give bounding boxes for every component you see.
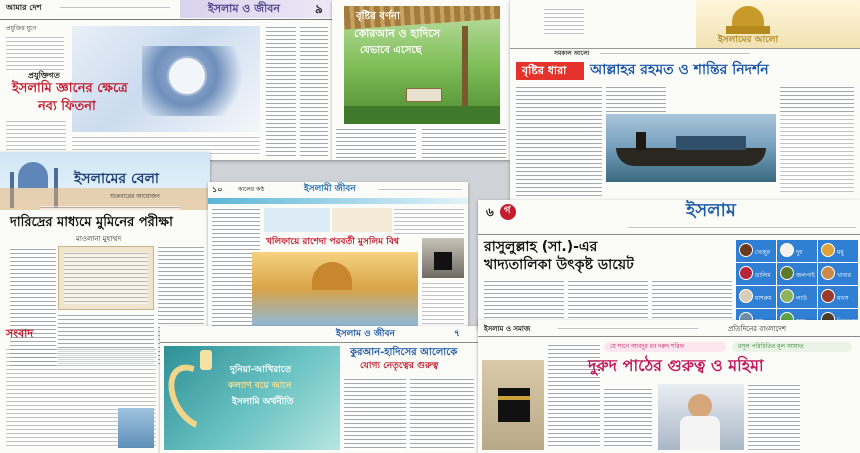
dateline: [378, 188, 462, 192]
page-number: ১০: [212, 185, 223, 194]
text-column: [422, 282, 464, 328]
text-column: [6, 120, 66, 156]
food-label: মাংস: [837, 295, 849, 302]
boat-photo: [606, 114, 776, 182]
headline-tag-text: বৃষ্টির ধারা: [522, 64, 567, 77]
food-image: [821, 289, 835, 303]
food-tile: [736, 263, 776, 285]
text-column: [780, 86, 854, 112]
banner-line-2: কল্যাণ বয়ে আনে: [228, 381, 292, 391]
food-image: [739, 266, 753, 280]
kaaba-photo: [482, 360, 544, 450]
food-label: জলপাই: [796, 272, 815, 279]
right-headline-line-2: যোগ্য নেতৃত্বের গুরুত্ব: [360, 361, 439, 371]
food-image: [739, 289, 753, 303]
text-column: [516, 86, 602, 196]
headline: দুরুদ পাঠের গুরুত্ব ও মহিমা: [588, 356, 764, 375]
food-image: [780, 266, 794, 280]
masthead: আমার দেশ: [6, 3, 42, 12]
right-headline-line-1: কুরআন-হাদিসের আলোকে: [350, 347, 458, 358]
masthead: কালের কণ্ঠ: [238, 186, 265, 193]
scholar-photo: [658, 384, 744, 450]
logo: ইসলামের বেলা: [74, 171, 159, 187]
headline-line-3: নব্য ফিতনা: [38, 99, 96, 114]
logo: ইসলাম: [686, 200, 736, 221]
dateline: [60, 6, 170, 10]
section-title: ইসলাম ও সমাজ: [484, 325, 531, 333]
dateline: [558, 327, 698, 331]
food-image: [780, 243, 794, 257]
logo: ইসলামের আলো: [718, 35, 779, 45]
page-number: ৬: [486, 205, 494, 219]
pill-label-text: যে শানে আবদুর রব দরুদ শরিফ: [610, 343, 684, 350]
social-links: [628, 226, 856, 230]
food-label: মাশরুম: [755, 295, 772, 302]
headline: আল্লাহর রহমত ও শান্তির নিদর্শন: [590, 62, 769, 78]
food-image: [739, 243, 753, 257]
city-map-image: [252, 252, 418, 326]
info-box: [332, 208, 392, 232]
newspaper-page-rain: [332, 0, 510, 160]
banner-line-3: ইসলামি অর্থনীতি: [232, 397, 294, 407]
food-image: [821, 243, 835, 257]
food-tile: [818, 286, 858, 308]
food-label: দুধ: [796, 249, 803, 256]
headline-line-1: বৃষ্টির বর্ণনা: [356, 11, 400, 22]
headline-line-1: রাসুলুল্লাহ (সা.)-এর: [484, 239, 598, 255]
newspaper-page-kaler-kantho: [208, 182, 468, 332]
dateline: [40, 206, 180, 210]
byline: মাওলানা মুহাম্মদ: [76, 235, 122, 243]
food-tile: [777, 286, 817, 308]
text-column: [422, 128, 506, 158]
text-column: [300, 26, 328, 156]
headline-line-2: খাদ্যতালিকা উৎকৃষ্ট ডায়েট: [484, 257, 634, 273]
text-column: [336, 128, 416, 158]
newspaper-page-islamer-alo: [510, 0, 860, 200]
headline-line-2: কোরআন ও হাদিসে: [354, 27, 441, 40]
kicker: প্রযুক্তির যুগে: [6, 25, 37, 32]
food-tile: [818, 263, 858, 285]
text-column: [748, 384, 800, 450]
food-tile: [736, 286, 776, 308]
masthead: প্রতিদিনের বাংলাদেশ: [728, 325, 787, 333]
food-tile: [736, 240, 776, 262]
page-number: ৯: [315, 2, 323, 16]
page-badge-text: গ: [504, 205, 511, 216]
text-column: [410, 378, 474, 450]
quote-text: [64, 252, 148, 304]
text-column: [6, 36, 64, 72]
hut-photo: [344, 6, 500, 124]
bottom-image: [118, 408, 154, 448]
newspaper-page-islam-o-jibon: [160, 326, 478, 453]
kaaba-image: [422, 238, 464, 278]
food-tile: [818, 240, 858, 262]
info-box: [264, 208, 330, 232]
food-tile: [777, 240, 817, 262]
bottom-logo: সংবাদ: [6, 327, 34, 340]
food-tile-grid: [736, 240, 858, 328]
headline-line-1: প্রযুক্তিগত: [28, 71, 60, 80]
food-label: ডালিম: [755, 272, 771, 279]
subtitle: শুক্রবারের আয়োজন: [110, 193, 160, 200]
page-number: ৭: [454, 329, 460, 339]
text-column: [780, 114, 854, 194]
text-column: [604, 388, 652, 448]
headline: খলিফায়ে রাশেদা পরবর্তী মুসলিম বিশ্ব: [266, 237, 400, 247]
newspaper-page-protidiner-bangladesh: [478, 320, 860, 453]
food-label: খেজুর: [755, 249, 771, 256]
headline-line-3: যেভাবে এসেছে: [360, 45, 422, 56]
section-title: ইসলামী জীবন: [304, 184, 356, 194]
newspaper-page-islam: [478, 200, 860, 330]
section-title: ইসলাম ও জীবন: [336, 329, 395, 339]
text-column: [394, 208, 464, 236]
section-title: ইসলাম ও জীবন: [208, 2, 280, 15]
headline-image: [72, 26, 260, 132]
newspaper-page-amar-desh: [0, 0, 332, 160]
headline: দারিদ্রের মাধ্যমে মুমিনের পরীক্ষা: [10, 215, 173, 230]
food-image: [780, 289, 794, 303]
strip-label: সমকাল আলো: [554, 50, 590, 57]
food-tile: [777, 263, 817, 285]
text-column: [266, 26, 296, 156]
food-image: [821, 266, 835, 280]
food-label: লাউ: [796, 295, 807, 302]
text-column: [344, 378, 406, 450]
text-column: [544, 8, 584, 34]
headline-line-2: ইসলামি জ্ঞানের ক্ষেত্রে: [12, 81, 128, 96]
pill-label-2-text: রসূল পরিচিতির মূল আয়াত: [738, 343, 804, 350]
food-label: খাবার: [837, 272, 852, 279]
dateline: [600, 52, 750, 56]
banner-line-1: দুনিয়া-আখিরাতে: [230, 365, 292, 375]
food-label: মধু: [837, 249, 844, 256]
text-column: [606, 86, 666, 112]
